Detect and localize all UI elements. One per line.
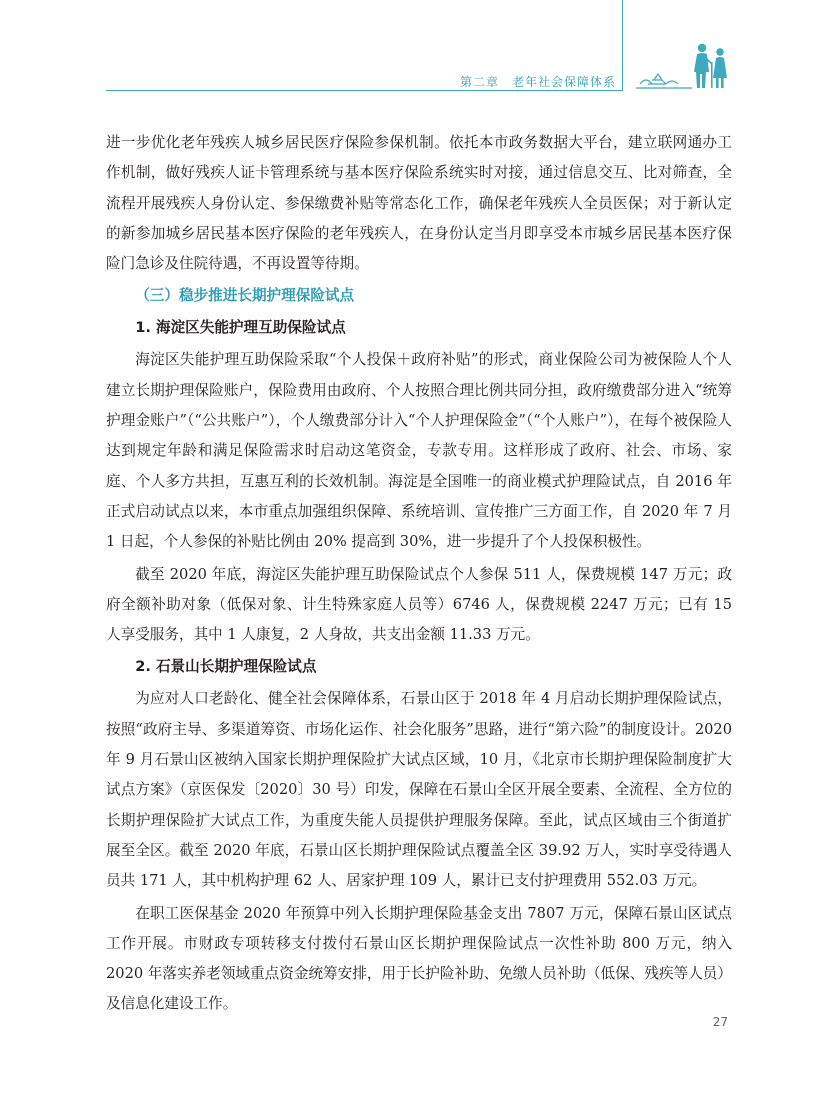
elderly-couple-icon xyxy=(632,38,732,92)
sub-heading-shijingshan: 2. 石景山长期护理保险试点 xyxy=(135,658,317,676)
page-header xyxy=(0,0,816,100)
section-heading-3: （三）稳步推进长期护理保险试点 xyxy=(135,287,355,305)
body-paragraph-2: 海淀区失能护理互助保险采取“个人投保＋政府补贴”的形式，商业保险公司为被保险人个人建立长期护理保险账户，保险费用由政府、个人按照合理比例共同分担，政府缴费部分进入“统筹护理金账户”（“公共账户”），个人缴费部分计入“个人护理保险金”（“个人账户”），在每个被保险人达到规定年龄和满足保险需求时启动这笔资金，专款专用。这样形成了政府、社会、市场、家庭、个人多方共担，互惠互利的长效机制。海淀是全国唯一的商业模式护理险试点，自 2016 年正式启动试点以来，本市重点加强组织保障、系统培训、宣传推广三方面工作，自 2020 年 7 月 1 日起，个人参保的补贴比例由 20% 提高到 30%，进一步提升了个人投保积极性。 xyxy=(106,351,732,551)
header-horizontal-rule xyxy=(106,90,622,91)
page-number: 27 xyxy=(712,1015,728,1029)
page-content xyxy=(106,128,732,1022)
body-paragraph-1: 进一步优化老年残疾人城乡居民医疗保险参保机制。依托本市政务数据大平台，建立联网通办工作机制，做好残疾人证卡管理系统与基本医疗保险系统实时对接，通过信息交互、比对筛查，全流程开展残疾人身份认定、参保缴费补贴等常态化工作，确保老年残疾人全员医保；对于新认定的新参加城乡居民基本医疗保险的老年残疾人，在身份认定当月即享受本市城乡居民基本医疗保险门急诊及住院待遇，不再设置等待期。 xyxy=(106,134,732,273)
header-vertical-rule xyxy=(622,0,623,91)
body-paragraph-3: 截至 2020 年底，海淀区失能护理互助保险试点个人参保 511 人，保费规模 147 万元；政府全额补助对象（低保对象、计生特殊家庭人员等）6746 人，保费规模 2247 万元；已有 15 人享受服务，其中 1 人康复，2 人身故，共支出金额 11.33 万元。 xyxy=(106,565,732,644)
chapter-title: 第二章 老年社会保障体系 xyxy=(459,75,616,89)
sub-heading-haidian: 1. 海淀区失能护理互助保险试点 xyxy=(135,319,346,337)
body-paragraph-4: 为应对人口老龄化、健全社会保障体系，石景山区于 2018 年 4 月启动长期护理保险试点，按照“政府主导、多渠道筹资、市场化运作、社会化服务”思路，进行“第六险”的制度设计。2020 年 9 月石景山区被纳入国家长期护理保险扩大试点区域，10 月，《北京市长期护理保险制度扩大试点方案》（京医保发〔2020〕30 号）印发，保障在石景山全区开展全要素、全流程、全方位的长期护理保险扩大试点工作，为重度失能人员提供护理服务保障。至此，试点区域由三个街道扩展至全区。截至 2020 年底，石景山区长期护理保险试点覆盖全区 39.92 万人，实时享受待遇人员共 171 人，其中机构护理 62 人、居家护理 109 人，累计已支付护理费用 552.03 万元。 xyxy=(106,690,732,890)
body-paragraph-5: 在职工医保基金 2020 年预算中列入长期护理保险基金支出 7807 万元，保障石景山区试点工作开展。市财政专项转移支付拨付石景山区长期护理保险试点一次性补助 800 万元，纳入 2020 年落实养老领域重点资金统筹安排，用于长护险补助、免缴人员补助（低保、残疾等人员）及信息化建设工作。 xyxy=(106,904,732,1013)
